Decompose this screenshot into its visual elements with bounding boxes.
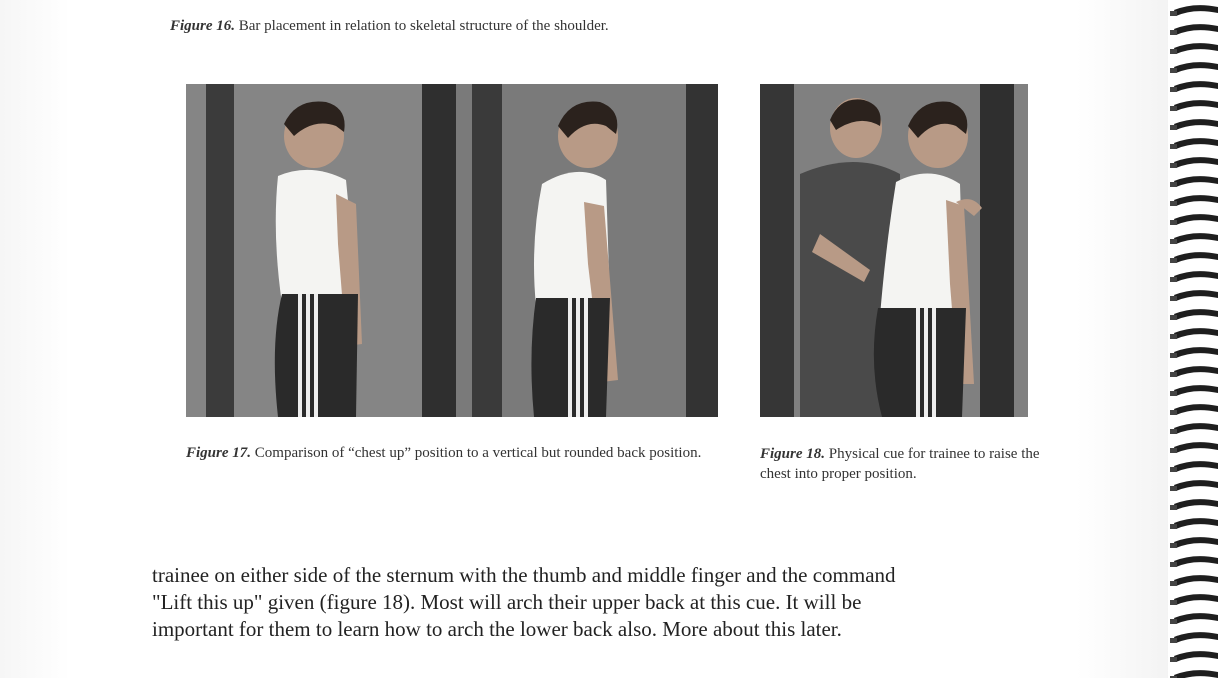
binding-coil	[1174, 176, 1218, 187]
binding-coil	[1174, 632, 1218, 643]
binding-coils	[1168, 0, 1220, 678]
binding-coil	[1174, 271, 1218, 282]
binding-hole	[1170, 391, 1177, 396]
figure-18-photo	[760, 84, 1028, 417]
binding-hole	[1170, 619, 1177, 624]
binding-hole	[1170, 277, 1177, 282]
binding-hole	[1170, 125, 1177, 130]
figure-17-caption	[186, 443, 706, 463]
binding-hole	[1170, 30, 1177, 35]
body-line: important for them to learn how to arch the lower back also. More about this later.	[152, 617, 842, 641]
binding-coil	[1174, 195, 1218, 206]
figure-17-photo	[186, 84, 718, 417]
figure-16-label: Figure 16.	[170, 18, 236, 34]
binding-coil	[1174, 366, 1218, 377]
binding-coil	[1174, 556, 1218, 567]
binding-hole	[1170, 372, 1177, 377]
binding-hole	[1170, 239, 1177, 244]
binding-coil	[1174, 575, 1218, 586]
binding-hole	[1170, 448, 1177, 453]
binding-coil	[1174, 119, 1218, 130]
binding-hole	[1170, 144, 1177, 149]
binding-hole	[1170, 220, 1177, 225]
body-line: "Lift this up" given (figure 18). Most will arch their upper back at this cue. It will be	[152, 590, 862, 614]
binding-coil	[1174, 651, 1218, 662]
spiral-binding	[1168, 0, 1220, 678]
binding-coil	[1174, 404, 1218, 415]
binding-coil	[1174, 423, 1218, 434]
figure-17-image	[186, 84, 718, 417]
binding-hole	[1170, 182, 1177, 187]
binding-hole	[1170, 334, 1177, 339]
binding-hole	[1170, 353, 1177, 358]
binding-hole	[1170, 638, 1177, 643]
body-paragraph	[152, 562, 1052, 643]
figure-18-label: Figure 18.	[760, 446, 826, 462]
binding-hole	[1170, 315, 1177, 320]
binding-hole	[1170, 11, 1177, 16]
binding-hole	[1170, 296, 1177, 301]
binding-hole	[1170, 543, 1177, 548]
binding-hole	[1170, 106, 1177, 111]
binding-hole	[1170, 486, 1177, 491]
binding-hole	[1170, 49, 1177, 54]
binding-hole	[1170, 581, 1177, 586]
binding-coil	[1174, 309, 1218, 320]
binding-coil	[1174, 100, 1218, 111]
binding-coil	[1174, 385, 1218, 396]
binding-coil	[1174, 613, 1218, 624]
binding-hole	[1170, 68, 1177, 73]
binding-coil	[1174, 480, 1218, 491]
binding-hole	[1170, 429, 1177, 434]
figure-17-text: Comparison of “chest up” position to a vertical but rounded back position.	[251, 445, 702, 461]
binding-hole	[1170, 201, 1177, 206]
figure-18-caption	[760, 444, 1050, 484]
binding-coil	[1174, 62, 1218, 73]
binding-coil	[1174, 499, 1218, 510]
binding-coil	[1174, 138, 1218, 149]
binding-coil	[1174, 347, 1218, 358]
figure-17-label: Figure 17.	[186, 445, 252, 461]
binding-coil	[1174, 233, 1218, 244]
binding-coil	[1174, 442, 1218, 453]
binding-coil	[1174, 518, 1218, 529]
binding-coil	[1174, 24, 1218, 35]
binding-coil	[1174, 670, 1218, 678]
binding-hole	[1170, 467, 1177, 472]
figure-18-image	[760, 84, 1028, 417]
binding-hole	[1170, 163, 1177, 168]
binding-coil	[1174, 328, 1218, 339]
binding-hole	[1170, 524, 1177, 529]
binding-coil	[1174, 157, 1218, 168]
figure-16-caption	[170, 16, 609, 36]
figure-18-text: Physical cue for trainee to raise the chest into proper position.	[760, 446, 1040, 482]
binding-hole	[1170, 410, 1177, 415]
binding-hole	[1170, 258, 1177, 263]
binding-coil	[1174, 5, 1218, 16]
binding-hole	[1170, 505, 1177, 510]
binding-coil	[1174, 290, 1218, 301]
binding-coil	[1174, 594, 1218, 605]
binding-hole	[1170, 87, 1177, 92]
binding-coil	[1174, 81, 1218, 92]
binding-coil	[1174, 252, 1218, 263]
binding-coil	[1174, 214, 1218, 225]
binding-coil	[1174, 461, 1218, 472]
binding-hole	[1170, 600, 1177, 605]
binding-coil	[1174, 43, 1218, 54]
binding-hole	[1170, 562, 1177, 567]
body-line: trainee on either side of the sternum with the thumb and middle finger and the command	[152, 563, 896, 587]
figure-16-text: Bar placement in relation to skeletal structure of the shoulder.	[235, 18, 609, 34]
binding-coil	[1174, 537, 1218, 548]
binding-hole	[1170, 657, 1177, 662]
